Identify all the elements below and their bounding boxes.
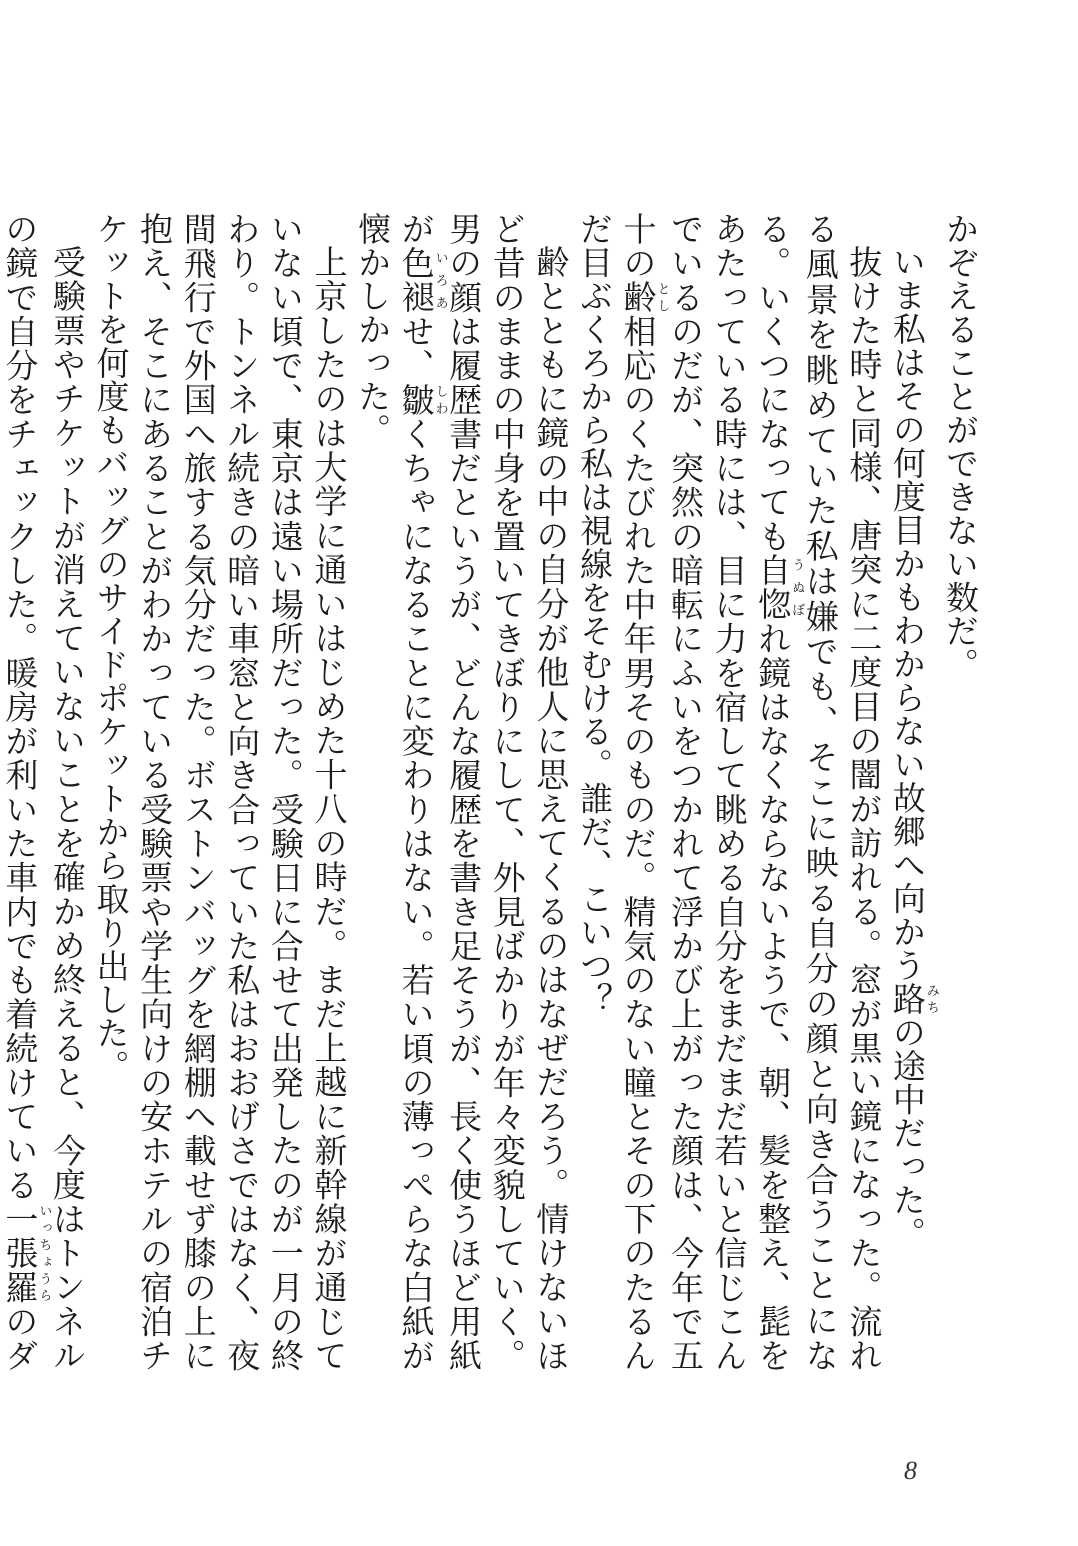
paragraph-3	[572, 212, 885, 1372]
ruby-word	[396, 246, 448, 315]
paragraph-6	[0, 212, 89, 1372]
ruby-base: 色褪	[396, 246, 436, 315]
paragraph-text: 受験票やチケットが消えていないことを確かめ終えると、今度はトンネルの鏡で自分をチェックした。暖房が利いた車内でも着続けている	[0, 212, 87, 1372]
ruby-base: 自惚	[753, 553, 793, 622]
paragraph-text: 相応のくたびれた中年男そのものだ。精気のない瞳とその下のたるんだ目ぶくろから私は視線をそむける。誰だ、こいつ？	[574, 212, 658, 1373]
ruby-word	[887, 982, 939, 1016]
page-number: 8	[904, 1456, 917, 1485]
ruby-base: 皺	[396, 382, 436, 417]
ruby-base: 齢	[618, 280, 658, 315]
paragraph-5	[89, 212, 351, 1372]
ruby-word	[396, 382, 448, 417]
paragraph-text: れ鏡はなくならないようで、朝、髪を整え、髭をあたっている時には、目に力を宿して眺める自分をまだまだ若いと信じこんでいるのだが、突然の暗転にふいをつかれて浮かび上がった顔は、今年で五十の	[618, 212, 793, 1373]
paragraph-text: 抜けた時と同様、唐突に二度目の闇が訪れる。窓が黒い鏡になった。流れる風景を眺めていた私は嫌でも、そこに映る自分の顔と向き合うことになる。いくつになっても	[753, 212, 884, 1372]
ruby-reading: いろあ	[432, 246, 448, 314]
ruby-reading: いっちょうら	[36, 1201, 52, 1304]
paragraph-text: 上京したのは大学に通いはじめた十八の時だ。まだ上越に新幹線が通じていない頃で、東京は遠い場所だった。受験日に合せて出発したのが一月の終わり。トンネル続きの暗い車窓と向き合っていた私はおおげさではなく、夜間飛行で外国へ旅する気分だった。ボストンバッグを網棚へ載せず膝の上に抱え、そこにあることがわかっている受験票や学生向けの安ホテルの宿泊チケットを何度もバッグのサイドポケットから取り出した。	[91, 212, 349, 1372]
paragraph-text: いま私はその何度目かもわからない故郷へ向かう	[887, 245, 927, 982]
paragraph-text: のダ	[0, 1304, 40, 1373]
ruby-word	[618, 280, 670, 315]
ruby-reading: うぬぼ	[789, 553, 805, 622]
ruby-reading: しわ	[432, 382, 448, 417]
paragraph-1	[938, 212, 982, 1372]
paragraph-4	[350, 212, 572, 1372]
paragraph-text: の途中だった。	[887, 1015, 927, 1250]
paragraph-text: くちゃになることに変わりはない。若い頃の薄っぺらな白紙が懐かしかった。	[353, 212, 436, 1373]
paragraph-text: かぞえることができない数だ。	[941, 212, 980, 681]
paragraph-text: 齢とともに鏡の中の自分が他人に思えてくるのはなぜだろう。情けないほど昔のままの中身を置いてきぼりにして、外見ばかりが年々変貌していく。男の顔は履歴書だというが、どんな履歴を書き足そうが、長く使うほど用紙が	[396, 212, 571, 1372]
ruby-word	[0, 1201, 52, 1305]
paragraph-2	[885, 212, 938, 1372]
paragraph-text: せ、	[396, 314, 436, 383]
ruby-base: 路	[887, 982, 927, 1016]
ruby-base: 一張羅	[0, 1201, 40, 1305]
ruby-reading: とし	[654, 280, 670, 314]
ruby-reading: みち	[923, 982, 939, 1016]
body-text	[0, 212, 982, 1373]
ruby-word	[753, 553, 805, 622]
